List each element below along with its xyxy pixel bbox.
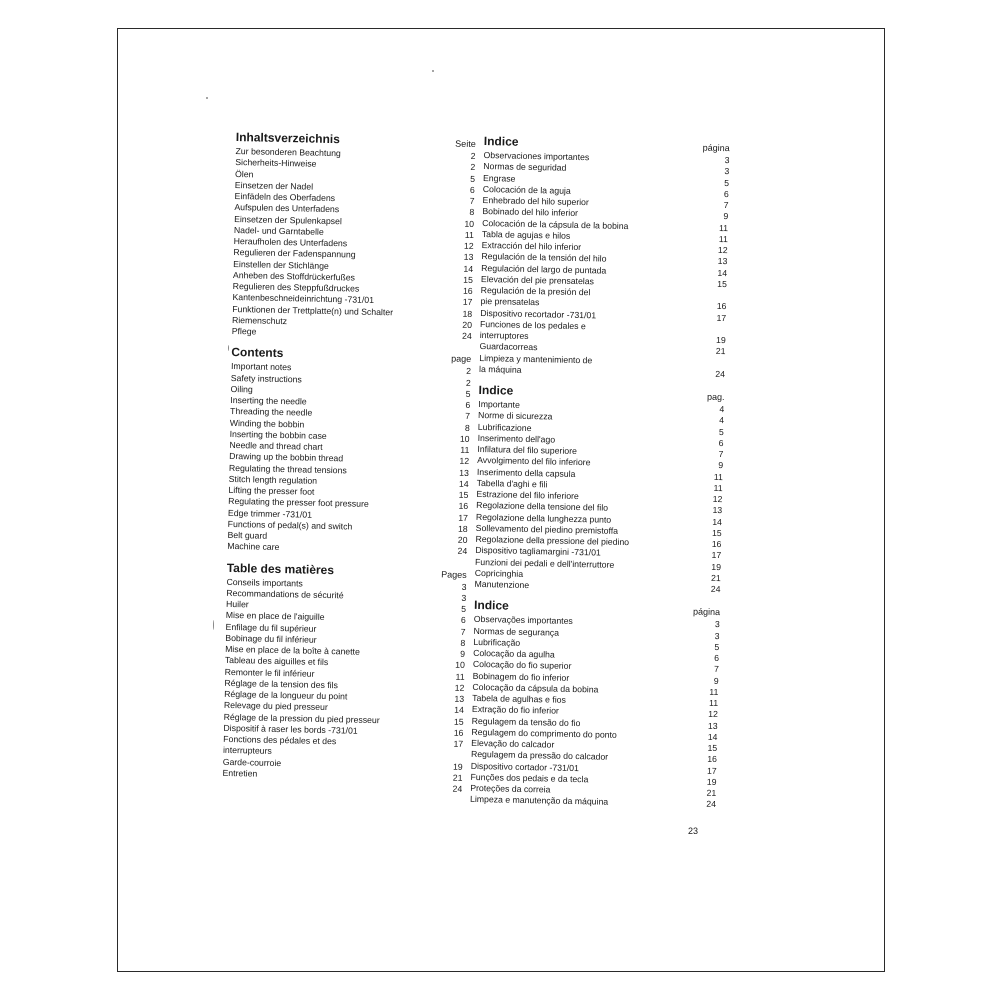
toc-entry-label: Drawing up the bobbin thread — [229, 451, 344, 464]
toc-entry-label: Inserimento della capsula — [476, 466, 576, 479]
toc-entry-label: Copricinghia — [474, 567, 524, 579]
toc-entry-label: Regolazione della lunghezza punto — [475, 511, 612, 525]
toc-entry-page: 6 — [460, 615, 466, 626]
toc-entry-page: 16 — [711, 538, 722, 550]
toc-entry-page: 10 — [459, 433, 470, 444]
toc-entry-page: 5 — [724, 177, 730, 188]
toc-entry-label: Tableau des aiguilles et fils — [224, 655, 329, 668]
toc-entry-label: Sicherheits-Hinweise — [235, 157, 317, 169]
toc-entry-label: Bobinage du fil inférieur — [225, 632, 317, 645]
toc-entry-label: Edge trimmer -731/01 — [227, 507, 313, 520]
toc-entry-label: Fonctions des pédales et des — [223, 733, 337, 747]
toc-section — [470, 598, 720, 810]
toc-entry-page: 14 — [707, 731, 718, 742]
toc-entry-page: 17 — [706, 765, 717, 776]
toc-entry-page: 6 — [465, 399, 471, 410]
toc-entry-label: Tabla de agujas e hilos — [481, 228, 571, 241]
toc-entry-label: Elevação do calcador — [471, 737, 555, 750]
toc-entry-page: 16 — [453, 727, 464, 738]
toc-entry-label: Winding the bobbin — [229, 417, 305, 429]
toc-entry-page: 6 — [469, 184, 475, 195]
toc-entry-label: Stitch length regulation — [228, 473, 318, 486]
toc-entry-label: interruptores — [479, 329, 529, 341]
scan-speck — [228, 345, 229, 351]
toc-entry-label: Funktionen der Trettplatte(n) und Schalter — [232, 303, 394, 317]
toc-entry-page: 6 — [718, 437, 724, 448]
toc-entry-label: Pflege — [231, 325, 257, 337]
section-title: Table des matières — [226, 560, 335, 577]
toc-entry-label: Limpeza e manutenção da máquina — [469, 794, 609, 807]
toc-entry-page: 18 — [457, 523, 468, 534]
toc-entry-page: 15 — [717, 278, 728, 289]
toc-entry-label: Needle and thread chart — [229, 439, 323, 452]
toc-entry-label: Réglage de la pression du pied presseur — [223, 711, 380, 725]
toc-entry-label: Extracción del hilo inferior — [481, 239, 582, 253]
toc-entry-label: Oiling — [230, 383, 253, 395]
toc-entry-label: la máquina — [478, 363, 522, 375]
toc-entry-page: 2 — [470, 150, 476, 162]
toc-entry-page: 11 — [460, 444, 470, 455]
toc-entry-label: Colocação da agulha — [473, 647, 555, 660]
toc-entry-label: Guardacorreas — [479, 341, 538, 353]
toc-entry-label: Colocação do fio superior — [472, 659, 572, 672]
toc-entry-page: 11 — [713, 482, 723, 493]
toc-column-left — [222, 130, 476, 803]
toc-entry-page: 6 — [723, 188, 729, 199]
toc-entry-label: Observaciones importantes — [483, 149, 590, 163]
toc-entry-page: 8 — [464, 422, 470, 433]
toc-entry-label: Huiler — [225, 598, 249, 610]
toc-entry-page: 11 — [718, 233, 728, 244]
toc-entry-label: Sollevamento del piedino premistoffa — [475, 522, 619, 536]
toc-entry-label: Conseils importants — [226, 576, 303, 588]
toc-entry-page: 10 — [464, 218, 475, 229]
toc-entry-page: 16 — [707, 754, 718, 765]
toc-entry-page: 13 — [707, 720, 718, 731]
toc-entry-label: Functions of pedal(s) and switch — [227, 518, 353, 532]
toc-entry-label: Dispositif à raser les bords -731/01 — [223, 722, 358, 736]
toc-entry-page: 12 — [708, 709, 719, 720]
toc-entry-page: 12 — [459, 456, 470, 467]
toc-entry-page: 3 — [461, 581, 467, 592]
toc-entry-page: 17 — [462, 297, 473, 308]
section-title: Indice — [473, 598, 509, 613]
toc-entry-page: 16 — [462, 285, 473, 296]
toc-entry-label: Lubrificação — [473, 636, 521, 648]
toc-entry-page: 24 — [457, 545, 468, 557]
toc-entry-label: Avvolgimento del filo inferiore — [477, 455, 591, 468]
toc-entry-page: 12 — [454, 682, 465, 693]
page-column-label: página — [702, 142, 730, 154]
toc-entry-page: 9 — [723, 211, 729, 222]
page-column-label: page — [451, 353, 472, 365]
toc-entry-page: 7 — [460, 626, 466, 637]
toc-entry-page: 3 — [714, 630, 720, 641]
toc-entry-label: Elevación del pie prensatelas — [480, 273, 595, 287]
toc-entry-label: Normas de segurança — [473, 625, 560, 638]
toc-entry-page: 19 — [452, 761, 463, 772]
toc-entry-label: Proteções da correia — [470, 782, 551, 795]
toc-entry-label: Dispositivo cortador -731/01 — [470, 760, 580, 773]
toc-column-right — [470, 134, 730, 819]
toc-entry-page: 7 — [713, 664, 719, 675]
page-column-label: Pages — [441, 568, 467, 580]
toc-entry-label: interrupteurs — [222, 745, 272, 757]
toc-entry-label: Regolazione della pressione del piedino — [475, 533, 630, 548]
toc-entry-page: 14 — [717, 267, 728, 278]
scan-speck — [432, 70, 434, 72]
toc-entry-page: 13 — [712, 505, 723, 516]
toc-entry-page: 13 — [463, 252, 474, 263]
toc-entry-page: 3 — [724, 155, 730, 166]
page-column-label: página — [692, 606, 721, 618]
toc-entry-label: Funções dos pedais e da tecla — [470, 771, 589, 785]
toc-entry-label: Regulagem da pressão do calcador — [470, 749, 609, 762]
toc-entry-page: 21 — [452, 772, 463, 783]
toc-entry-label: Funciones de los pedales e — [479, 318, 586, 331]
toc-entry-page: 5 — [714, 641, 720, 652]
toc-entry-page: 17 — [711, 550, 722, 561]
toc-entry-page: 10 — [455, 659, 465, 671]
toc-entry-label: Einfädeln des Oberfadens — [234, 190, 336, 204]
toc-entry-page: 11 — [709, 686, 719, 697]
toc-entry-page: 7 — [465, 411, 471, 422]
toc-entry-label: Inserimento dell'ago — [477, 432, 556, 445]
toc-entry-label: Bobinagem do fio inferior — [472, 670, 570, 683]
toc-entry-label: Limpieza y mantenimiento de — [479, 352, 593, 365]
toc-entry-label: Heraufholen des Unterfadens — [233, 235, 348, 249]
toc-entry-label: Réglage de la longueur du point — [224, 688, 348, 702]
toc-entry-page: 13 — [459, 467, 469, 478]
toc-entry-label: Regulación del largo de puntada — [481, 262, 607, 276]
toc-section — [227, 345, 471, 557]
toc-entry-label: Anheben des Stoffdrückerfußes — [232, 269, 356, 283]
toc-entry-label: Regulación de la presión del — [480, 284, 591, 298]
toc-entry-label: Mise en place de la boîte à canette — [225, 643, 360, 657]
toc-entry-label: Dispositivo tagliamargini -731/01 — [475, 545, 601, 558]
page-column-label: pag. — [706, 391, 725, 403]
toc-entry-label: Riemenschutz — [231, 314, 288, 326]
toc-entry-label: Inserting the bobbin case — [229, 428, 327, 441]
section-title: Inhaltsverzeichnis — [235, 130, 341, 147]
toc-entry-label: Colocação da cápsula da bobina — [472, 681, 599, 695]
section-title: Indice — [483, 134, 519, 149]
toc-entry-label: Einsetzen der Nadel — [234, 179, 314, 192]
toc-entry-page: 9 — [718, 460, 724, 471]
toc-entry-label: Manutenzione — [474, 578, 530, 591]
toc-entry-label: Tabela de agulhas e fios — [472, 692, 566, 705]
toc-entry-label: Lifting the presser foot — [228, 484, 315, 497]
toc-entry-label: Important notes — [230, 361, 292, 373]
toc-entry-page: 11 — [718, 222, 729, 233]
toc-entry-label: Enfilage du fil supérieur — [225, 621, 317, 634]
toc-entry-page: 24 — [461, 330, 472, 341]
toc-entry-label: Regulieren der Fadenspannung — [233, 247, 356, 260]
toc-entry-label: Recommandations de sécurité — [226, 587, 344, 601]
toc-entry-page: 19 — [711, 561, 722, 572]
toc-entry-label: Machine care — [227, 541, 280, 553]
toc-entry-page: 11 — [455, 671, 465, 682]
toc-entry-page: 9 — [713, 675, 719, 686]
toc-entry-page: 5 — [470, 173, 476, 184]
toc-entry-page: 3 — [714, 619, 720, 630]
section-title: Indice — [478, 382, 514, 398]
toc-entry-label: Réglage de la tension des fils — [224, 677, 339, 691]
toc-entry-page: 20 — [457, 534, 468, 545]
toc-entry-label: Belt guard — [227, 529, 268, 541]
toc-entry-page: 18 — [462, 308, 473, 319]
toc-section — [222, 560, 467, 795]
toc-entry-label: Estrazione del filo inferiore — [476, 488, 579, 502]
section-title: Contents — [231, 345, 284, 361]
toc-entry-label: Engrase — [482, 172, 516, 184]
toc-entry-page: 3 — [461, 592, 467, 603]
toc-entry-page: 19 — [706, 776, 717, 787]
toc-entry-page: 16 — [458, 500, 469, 512]
toc-entry-page: 4 — [719, 415, 725, 426]
toc-entry-label: Zur besonderen Beachtung — [235, 145, 341, 159]
toc-section — [232, 130, 476, 342]
toc-entry-page: 2 — [465, 377, 471, 388]
toc-entry-page: 11 — [713, 471, 723, 482]
toc-entry-page: 15 — [458, 489, 469, 500]
toc-entry-label: Lubrificazione — [477, 421, 532, 433]
toc-entry-page: 24 — [706, 799, 717, 810]
toc-entry-page: 17 — [453, 738, 464, 749]
toc-section — [474, 383, 724, 595]
toc-entry-page: 7 — [723, 200, 729, 211]
toc-entry-page: 3 — [724, 166, 730, 177]
toc-entry-page: 15 — [707, 742, 718, 754]
toc-entry-label: Threading the needle — [230, 406, 313, 418]
toc-entry-page: 8 — [469, 207, 475, 218]
page-number: 23 — [688, 826, 699, 836]
toc-entry-page: 8 — [460, 637, 466, 648]
toc-entry-label: Einsetzen der Spulenkapsel — [234, 213, 342, 226]
toc-entry-label: Einstellen der Stichlänge — [233, 258, 329, 271]
toc-entry-label: Regulagem do comprimento do ponto — [471, 726, 617, 740]
toc-entry-page: 21 — [715, 346, 726, 357]
toc-entry-page: 11 — [464, 229, 474, 240]
toc-entry-label: Kantenbeschneideinrichtung -731/01 — [232, 292, 375, 306]
toc-entry-label: Extração do fio inferior — [471, 704, 559, 716]
toc-entry-label: Regulating the thread tensions — [228, 462, 347, 475]
page-column-label: Seite — [455, 138, 476, 150]
toc-entry-label: Ölen — [234, 168, 254, 179]
toc-entry-page: 21 — [710, 572, 721, 583]
toc-entry-page: 14 — [712, 516, 723, 527]
toc-entry-page: 12 — [717, 244, 728, 256]
toc-entry-label: Regulating the presser foot pressure — [228, 496, 369, 510]
toc-entry-page: 13 — [717, 256, 728, 267]
toc-entry-page: 13 — [454, 693, 465, 704]
toc-entry-page: 15 — [453, 716, 464, 727]
toc-entry-label: Inserting the needle — [230, 394, 307, 407]
toc-entry-page: 7 — [718, 448, 724, 460]
toc-entry-label: Safety instructions — [230, 372, 302, 384]
toc-entry-label: Garde-courroie — [222, 756, 282, 768]
toc-section — [479, 134, 730, 380]
toc-entry-label: Bobinado del hilo inferior — [482, 206, 579, 219]
toc-entry-page: 16 — [716, 301, 727, 312]
toc-entry-page: 17 — [716, 312, 727, 323]
toc-entry-page: 14 — [458, 478, 469, 489]
toc-entry-page: 2 — [466, 366, 472, 377]
toc-entry-page: 24 — [710, 583, 721, 595]
toc-entry-label: Regulación de la tensión del hilo — [481, 251, 607, 264]
toc-entry-label: Colocación de la aguja — [482, 183, 571, 196]
toc-entry-label: Aufspulen des Unterfadens — [234, 202, 340, 215]
toc-entry-label: Relevage du pied presseur — [223, 700, 328, 713]
toc-entry-page: 21 — [706, 787, 717, 799]
toc-entry-page: 2 — [470, 162, 476, 173]
toc-entry-page: 4 — [719, 403, 725, 415]
toc-entry-label: Remonter le fil inférieur — [224, 666, 315, 679]
toc-entry-page: 19 — [715, 334, 726, 346]
toc-entry-label: Dispositivo recortador -731/01 — [480, 307, 597, 320]
toc-entry-label: Colocación de la cápsula de la bobina — [482, 217, 629, 231]
toc-entry-label: pie prensatelas — [480, 296, 540, 308]
toc-entry-label: Entretien — [222, 767, 258, 779]
toc-entry-page: 12 — [712, 493, 723, 505]
toc-entry-page: 15 — [463, 274, 474, 285]
scan-speck — [206, 97, 208, 99]
toc-entry-page: 14 — [454, 704, 465, 716]
toc-entry-label: Funzioni dei pedali e dell'interruttore — [474, 556, 615, 570]
toc-entry-page: 17 — [458, 512, 469, 523]
toc-entry-page: 24 — [715, 368, 726, 379]
toc-entry-page: 7 — [469, 195, 475, 207]
toc-entry-page: 6 — [714, 652, 720, 664]
toc-entry-label: Tabella d'aghi e fili — [476, 477, 548, 490]
toc-entry-page: 5 — [718, 426, 724, 437]
scan-speck — [213, 620, 214, 630]
toc-entry-page: 20 — [462, 319, 473, 330]
toc-entry-page: 24 — [452, 783, 463, 794]
toc-entry-label: Regulagem da tensão do fio — [471, 715, 581, 728]
toc-entry-label: Importante — [478, 398, 520, 410]
toc-entry-label: Observações importantes — [473, 614, 573, 627]
toc-entry-label: Enhebrado del hilo superior — [482, 194, 589, 208]
toc-entry-label: Nadel- und Garntabelle — [233, 224, 324, 237]
toc-entry-page: 12 — [463, 240, 474, 252]
toc-entry-page: 5 — [461, 603, 467, 614]
toc-entry-page: 11 — [709, 697, 719, 709]
toc-entry-page: 15 — [711, 527, 722, 538]
toc-entry-page: 9 — [460, 648, 466, 659]
toc-entry-label: Mise en place de l'aiguille — [225, 610, 325, 623]
toc-entry-label: Norme di sicurezza — [478, 410, 553, 422]
toc-entry-label: Infilatura del filo superiore — [477, 443, 577, 457]
toc-entry-label: Regolazione della tensione del filo — [476, 500, 609, 513]
toc-entry-page: 14 — [463, 263, 474, 274]
toc-entry-label: Normas de seguridad — [483, 161, 567, 173]
toc-entry-page: 5 — [465, 388, 471, 399]
toc-entry-label: Regulieren des Steppfußdruckes — [232, 280, 360, 294]
